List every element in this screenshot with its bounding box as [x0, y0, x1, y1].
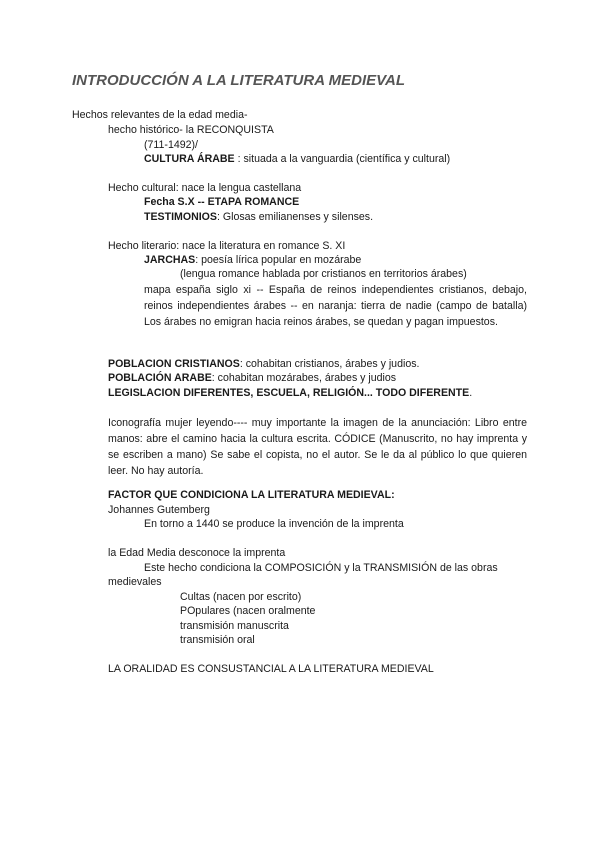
hecho-historico-line: hecho histórico- la RECONQUISTA: [108, 124, 274, 136]
testimonios-line: [144, 210, 373, 224]
gutemberg-line: Johannes Gutemberg: [108, 504, 210, 516]
fechas-line: (711-1492)/: [144, 139, 198, 151]
condiciona-line: Este hecho condiciona la COMPOSICIÓN y la TRANSMISIÓN de las obras: [144, 562, 498, 574]
populares-item: POpulares (nacen oralmente: [180, 605, 316, 617]
desconoce-line: la Edad Media desconoce la imprenta: [108, 547, 286, 559]
fecha-line: Fecha S.X -- ETAPA ROMANCE: [144, 196, 300, 208]
mapa-paragraph: mapa españa siglo xi -- España de reinos independientes cristianos, debajo, reinos independientes árabes -- en naranja: tierra de nadie (campo de batalla) Los árabes no emigran hacia reinos árabes, se quedan y pagan impuestos.: [144, 284, 527, 328]
legislacion-text: LEGISLACION DIFERENTES, ESCUELA, RELIGIÓN... TODO DIFERENTE: [108, 387, 470, 399]
oralidad-line: LA ORALIDAD ES CONSUSTANCIAL A LA LITERATURA MEDIEVAL: [108, 663, 434, 675]
iconografia-paragraph: Iconografía mujer leyendo---- muy importante la imagen de la anunciación: Libro entre manos: abre el camino hacia la cultura escrita. CÓDICE (Manuscrito, no hay imprenta y se escriben a mano) Se sabe el copista, no el autor. Se le da al público lo que quieren leer. No hay autoría.: [108, 417, 527, 477]
legislacion-end: .: [469, 387, 473, 399]
legislacion-line: [108, 386, 472, 400]
poblacion-arabe-line: [108, 371, 396, 385]
poblacion-cristianos-label: POBLACION CRISTIANOS: [108, 358, 240, 370]
page-title: INTRODUCCIÓN A LA LITERATURA MEDIEVAL: [72, 72, 406, 89]
cultura-arabe-text: : situada a la vanguardia (científica y cultural): [234, 153, 451, 165]
jarchas-line: [144, 253, 361, 267]
factor-heading: FACTOR QUE CONDICIONA LA LITERATURA MEDIEVAL:: [108, 489, 395, 501]
poblacion-cristianos-text: : cohabitan cristianos, árabes y judios.: [239, 358, 420, 370]
cultura-arabe-line: [144, 152, 450, 166]
lengua-romance-line: (lengua romance hablada por cristianos en territorios árabes): [180, 268, 467, 280]
intro-line: Hechos relevantes de la edad media-: [72, 109, 248, 121]
hecho-cultural-line: Hecho cultural: nace la lengua castellana: [108, 182, 302, 194]
oral-item: transmisión oral: [180, 634, 255, 646]
testimonios-text: : Glosas emilianenses y silenses.: [216, 211, 374, 223]
poblacion-arabe-text: : cohabitan mozárabes, árabes y judios: [211, 372, 397, 384]
jarchas-label: JARCHAS: [144, 254, 196, 266]
cultura-arabe-label: CULTURA ÁRABE: [144, 153, 235, 165]
hecho-literario-line: Hecho literario: nace la literatura en romance S. XI: [108, 240, 346, 252]
poblacion-cristianos-line: [108, 357, 419, 371]
jarchas-text: : poesía lírica popular en mozárabe: [195, 254, 362, 266]
imprenta-line: En torno a 1440 se produce la invención de la imprenta: [144, 518, 404, 530]
manuscrita-item: transmisión manuscrita: [180, 620, 289, 632]
testimonios-label: TESTIMONIOS: [144, 211, 217, 223]
medievales-line: medievales: [108, 576, 162, 588]
poblacion-arabe-label: POBLACIÓN ARABE: [108, 372, 212, 384]
cultas-item: Cultas (nacen por escrito): [180, 591, 302, 603]
